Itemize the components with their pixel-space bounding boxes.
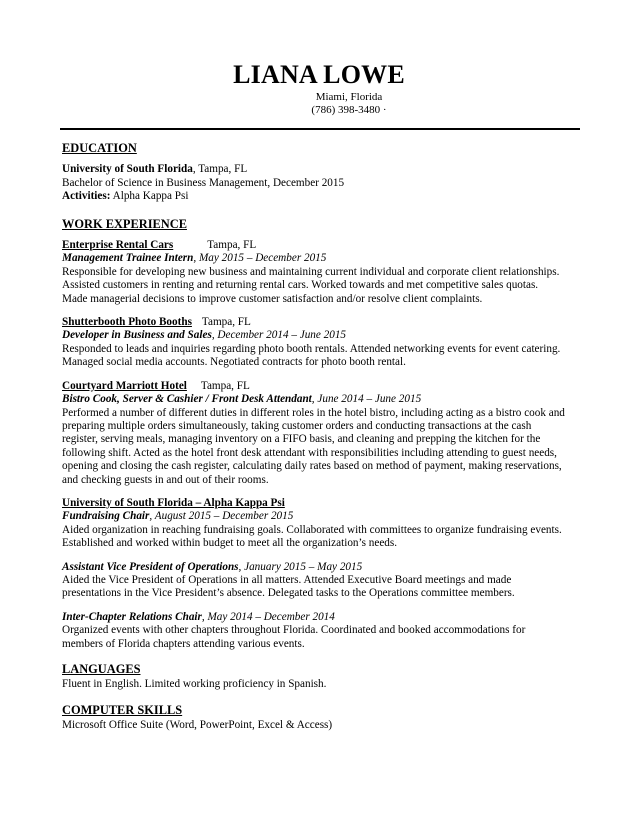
candidate-name: LIANA LOWE [233, 60, 405, 89]
job-title-line [62, 329, 578, 342]
org-role-dates: , January 2015 – May 2015 [238, 560, 363, 573]
job-title: Developer in Business and Sales [62, 329, 212, 342]
education-school: University of South Florida [62, 163, 193, 176]
org-role-desc-line: Aided organization in reaching fundraising goals. Collaborated with committees to organize fundraising events. [62, 523, 562, 536]
org-role-line [62, 510, 578, 523]
job-company: Courtyard Marriott Hotel [62, 379, 187, 392]
job-location: Tampa, FL [207, 239, 257, 252]
org-role-title: Inter-Chapter Relations Chair [62, 610, 202, 623]
org-role-desc-line: Established and worked within budget to meet all the organization’s needs. [62, 537, 398, 550]
header-divider [60, 128, 580, 130]
org-role-title: Fundraising Chair [62, 510, 150, 523]
job-entry [62, 380, 578, 487]
job-desc-line: Assisted customers in renting and returning rental cars. Worked towards and met competitive sales quotas. [62, 279, 539, 292]
org-role-dates: , August 2015 – December 2015 [149, 510, 294, 523]
job-desc-line: following shift. Acted as the hotel front desk attendant with responsibilities including attending to guest needs, [62, 446, 557, 459]
job-header [62, 380, 578, 393]
org-role-line [62, 611, 578, 624]
job-desc-line: and checking guests in and out of their rooms. [62, 473, 269, 486]
education-school-location: , Tampa, FL [192, 163, 248, 176]
job-title: Management Trainee Intern [62, 252, 194, 265]
skills-heading: COMPUTER SKILLS [62, 702, 183, 717]
education-activities: Alpha Kappa Psi [110, 190, 189, 203]
job-header [62, 239, 578, 252]
job-company: Enterprise Rental Cars [62, 239, 174, 252]
job-desc-line: Responded to leads and inquiries regarding photo booth rentals. Attended networking events for event catering. [62, 342, 561, 355]
org-role-title: Assistant Vice President of Operations [62, 560, 239, 573]
job-entry [62, 239, 578, 306]
job-dates: , December 2014 – June 2015 [211, 329, 347, 342]
job-title: Bistro Cook, Server & Cashier / Front Desk Attendant [62, 393, 312, 406]
org-name: University of South Florida – Alpha Kappa Psi [62, 496, 285, 509]
education-degree: Bachelor of Science in Business Management, December 2015 [62, 176, 345, 189]
job-desc-line: preparing multiple orders simultaneously, taking customer orders and conducting transactions at the cash [62, 419, 532, 432]
job-dates: , June 2014 – June 2015 [311, 393, 422, 406]
job-dates: , May 2015 – December 2015 [193, 252, 327, 265]
languages-text: Fluent in English. Limited working proficiency in Spanish. [62, 678, 327, 691]
job-desc-line: opening and closing the cash register, calculating daily rates based on method of payment, making reservations, [62, 460, 562, 473]
job-entry [62, 316, 578, 370]
org-role-desc-line: Organized events with other chapters throughout Florida. Coordinated and booked accommodations for [62, 624, 526, 637]
org-role-desc-line: members of Florida chapters attending various events. [62, 637, 305, 650]
job-title-line [62, 393, 578, 406]
work-heading: WORK EXPERIENCE [62, 216, 187, 231]
job-desc-line: register, serving meals, managing inventory on a FIFO basis, and cleaning and prepping the kitchen for the [62, 433, 541, 446]
skills-text: Microsoft Office Suite (Word, PowerPoint, Excel & Access) [62, 719, 333, 732]
org-role-desc-line: presentations in the Vice President’s absence. Delegated tasks to the Operations committee members. [62, 587, 515, 600]
contact-phone: (786) 398-3480 · [311, 104, 387, 116]
job-location: Tampa, FL [201, 316, 251, 329]
org-role-line [62, 561, 578, 574]
job-header [62, 316, 578, 329]
job-company: Shutterbooth Photo Booths [62, 316, 192, 329]
job-desc-line: Performed a number of different duties in different roles in the hotel bistro, including acting as a bistro cook and [62, 406, 565, 419]
org-role-dates: , May 2014 – December 2014 [201, 610, 335, 623]
education-activities-label: Activities: [62, 190, 111, 203]
contact-location: Miami, Florida [315, 91, 383, 103]
job-title-line [62, 252, 578, 265]
job-location: Tampa, FL [200, 379, 250, 392]
job-desc-line: Managed social media accounts. Negotiated contracts for photo booth rental. [62, 356, 406, 369]
education-heading: EDUCATION [62, 141, 137, 155]
org-entry [62, 497, 578, 651]
resume-body [62, 142, 578, 733]
org-role-desc-line: Aided the Vice President of Operations in all matters. Attended Executive Board meetings and made [62, 573, 512, 586]
job-desc-line: Made managerial decisions to improve customer satisfaction and/or resolve client complaints. [62, 292, 483, 305]
education-school-line [62, 163, 578, 176]
job-desc-line: Responsible for developing new business and maintaining current individual and corporate client relationships. [62, 265, 560, 278]
languages-heading: LANGUAGES [62, 662, 141, 676]
education-activities-line [62, 190, 578, 203]
